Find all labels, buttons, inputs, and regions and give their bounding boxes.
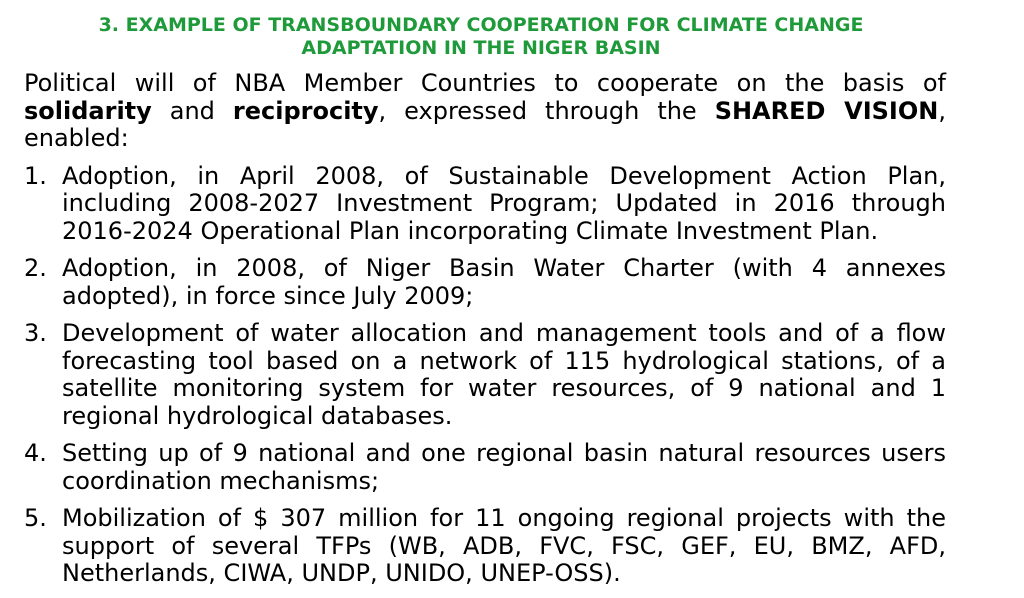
list-item-number: 2.: [24, 254, 47, 282]
slide-title-line-1: 3. EXAMPLE OF TRANSBOUNDARY COOPERATION FOR CLIMATE CHANGE: [98, 14, 864, 36]
list-item-text: Adoption, in April 2008, of Sustainable Development Action Plan, including 2008-2027 Investment Program; Updated in 2016 through 2016-2024 Operational Plan incorporating Climate Investment Plan.: [62, 161, 946, 245]
slide-body: [24, 70, 946, 598]
intro-text-3: , expressed through the: [378, 96, 715, 125]
list-item-text: Mobilization of $ 307 million for 11 ongoing regional projects with the support of several TFPs (WB, ADB, FVC, FSC, GEF, EU, BMZ, AFD, Netherlands, CIWA, UNDP, UNIDO, UNEP-OSS).: [62, 504, 946, 587]
slide-title-line-2: ADAPTATION IN THE NIGER BASIN: [301, 37, 661, 59]
numbered-list: [24, 163, 946, 588]
list-item-number: 4.: [24, 439, 47, 467]
list-item-number: 1.: [24, 161, 47, 190]
intro-paragraph: [24, 70, 946, 153]
intro-text-1: Political will of NBA Member Countries to cooperate on the basis of: [24, 69, 946, 97]
list-item-text: Adoption, in 2008, of Niger Basin Water Charter (with 4 annexes adopted), in force since July 2009;: [62, 254, 946, 310]
list-item: [24, 255, 946, 310]
list-item-text: Setting up of 9 national and one regional basin natural resources users coordination mechanisms;: [62, 439, 946, 495]
list-item: [24, 320, 946, 430]
list-item-number: 3.: [24, 319, 47, 347]
intro-text-4: , enabled:: [24, 96, 946, 152]
intro-bold-shared-vision: SHARED VISION: [714, 96, 939, 125]
list-item: [24, 440, 946, 495]
list-item-number: 5.: [24, 504, 47, 532]
list-item: [24, 163, 946, 246]
intro-text-2: and: [151, 96, 233, 125]
slide-title: [0, 14, 962, 60]
list-item-text: Development of water allocation and management tools and of a flow forecasting tool based on a network of 115 hydrological stations, of a satellite monitoring system for water resources, of 9 national and 1 regional hydrological databases.: [62, 319, 946, 430]
intro-bold-solidarity: solidarity: [24, 96, 152, 125]
list-item: [24, 505, 946, 588]
intro-bold-reciprocity: reciprocity: [232, 96, 379, 125]
